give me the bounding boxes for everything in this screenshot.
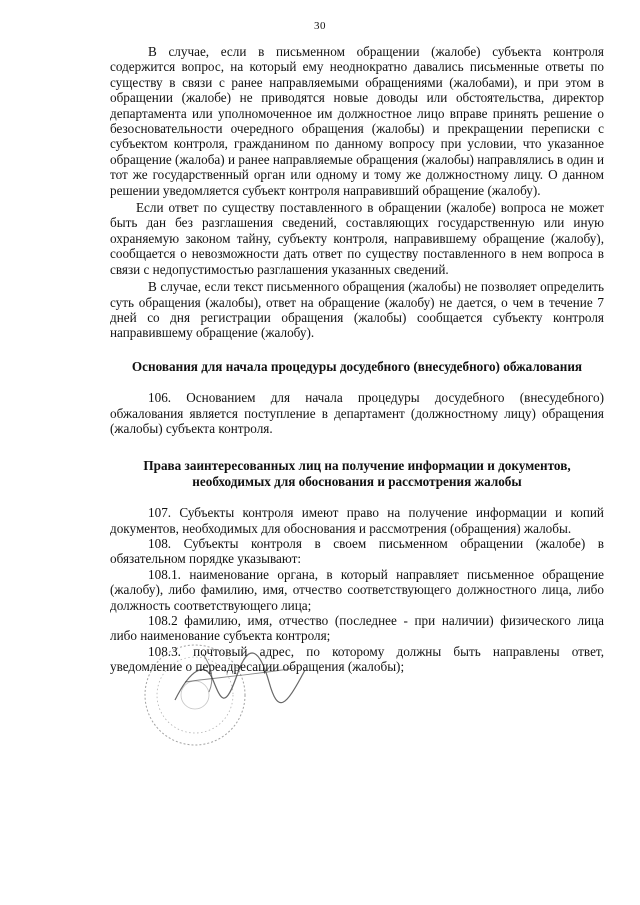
section-heading-rights: Права заинтересованных лиц на получение информации и документов, необходимых для обоснования и рассмотрения жалобы	[143, 458, 571, 489]
paragraph-107: 107. Субъекты контроля имеют право на получение информации и копий документов, необходимых для обоснования и рассмотрения (обращения) жалобы.	[110, 505, 604, 536]
paragraph-state-secret: Если ответ по существу поставленного в обращении (жалобе) вопроса не может быть дан без разглашения сведений, составляющих государственную или иную охраняемую законом тайну, субъекту контроля, направившему обращение (жалобу), сообщается о невозможности дать ответ по существу поставленного в нем вопроса в связи с недопустимостью разглашения указанных сведений.	[110, 200, 604, 277]
item-108-2: 108.2 фамилию, имя, отчество (последнее - при наличии) физического лица либо наименование субъекта контроля;	[110, 613, 604, 644]
paragraph-106: 106. Основанием для начала процедуры досудебного (внесудебного) обжалования является поступление в департамент (должностному лицу) обращения (жалобы) субъекта контроля.	[110, 390, 604, 436]
section-heading-grounds: Основания для начала процедуры досудебного (внесудебного) обжалования	[131, 358, 583, 374]
paragraph-repeated-questions: В случае, если в письменном обращении (жалобе) субъекта контроля содержится вопрос, на который ему неоднократно давались письменные ответы по существу в связи с ранее направляемыми обращениями (жалобами), и при этом в обращении (жалобе) не приводятся новые доводы или обстоятельства, директор департамента или уполномоченное им должностное лицо вправе принять решение о безосновательности очередного обращения (жалобы) и прекращении переписки с субъектом контроля, гражданином по данному вопросу при условии, что указанное обращение (жалоба) и ранее направляемые обращения (жалобы) направлялись в один и тот же государственный орган или одному и тому же должностному лицу. О данном решении уведомляется субъект контроля направивший обращение (жалобу).	[110, 44, 604, 198]
document-body	[110, 44, 604, 675]
item-108-1: 108.1. наименование органа, в который направляет письменное обращение (жалобу), либо фамилию, имя, отчество соответствующего должностного лица, либо должность соответствующего лица;	[110, 566, 604, 613]
paragraph-unreadable-text: В случае, если текст письменного обращения (жалобы) не позволяет определить суть обращения (жалобы), ответ на обращение (жалобу) не дается, о чем в течение 7 дней со дня регистрации обращения (жалобы) сообщается субъекту контроля направившему обращение (жалобу).	[110, 279, 604, 341]
page-number: 30	[314, 20, 326, 32]
paragraph-108: 108. Субъекты контроля в своем письменном обращении (жалобе) в обязательном порядке указывают:	[110, 535, 604, 567]
item-108-3: 108.3. почтовый адрес, по которому должны быть направлены ответ, уведомление о переадресации обращения (жалобы);	[110, 643, 604, 675]
